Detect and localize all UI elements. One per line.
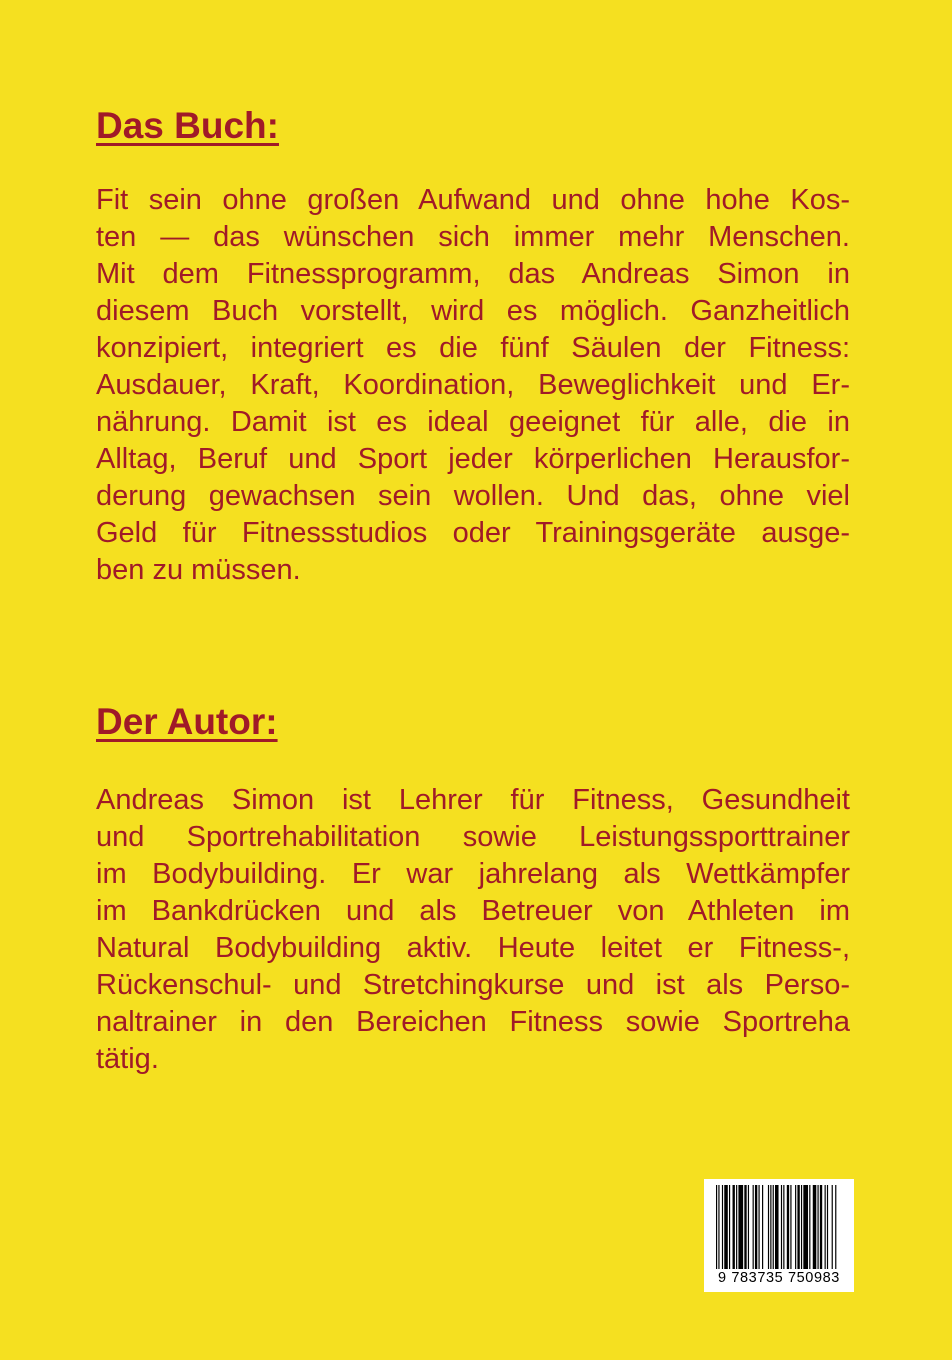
barcode-bar [729, 1185, 730, 1269]
author-biography-line: im Bodybuilding. Er war jahrelang als Wettkämpfer [96, 858, 850, 890]
barcode-bar [787, 1185, 789, 1269]
barcode-bar [753, 1185, 754, 1269]
barcode-bar [758, 1185, 759, 1269]
barcode-bar [773, 1185, 774, 1269]
barcode-bar [809, 1185, 810, 1269]
barcode-bar [790, 1185, 791, 1269]
barcode-bar [770, 1185, 771, 1269]
barcode-bar [803, 1185, 808, 1269]
barcode-bar [722, 1185, 723, 1269]
author-biography-line: naltrainer in den Bereichen Fitness sowie Sportreha [96, 1006, 850, 1038]
barcode-bar [755, 1185, 757, 1269]
barcode-bar [768, 1185, 769, 1269]
barcode-bar [797, 1185, 799, 1269]
barcode-bar [781, 1185, 782, 1269]
author-biography-line: Natural Bodybuilding aktiv. Heute leitet er Fitness-, [96, 932, 850, 964]
barcode-bar [825, 1185, 826, 1269]
barcode-bar [738, 1185, 743, 1269]
barcode-bar [744, 1185, 746, 1269]
book-description-line: Alltag, Beruf und Sport jeder körperlichen Herausfor- [96, 443, 850, 475]
book-description-line: Ausdauer, Kraft, Koordination, Beweglichkeit und Er- [96, 369, 850, 401]
barcode-bar [827, 1185, 828, 1269]
author-biography-line: Rückenschul- und Stretchingkurse und ist als Perso- [96, 969, 850, 1001]
barcode-bar [724, 1185, 728, 1269]
barcode-bars [716, 1185, 842, 1269]
author-biography-line: im Bankdrücken und als Betreuer von Athleten im [96, 895, 850, 927]
barcode-bar [762, 1185, 763, 1269]
author-biography-line: Andreas Simon ist Lehrer für Fitness, Gesundheit [96, 784, 850, 816]
barcode-bar [813, 1185, 817, 1269]
book-description-line: derung gewachsen sein wollen. Und das, ohne viel [96, 480, 850, 512]
book-description-line: ten — das wünschen sich immer mehr Menschen. [96, 221, 850, 253]
barcode-bar [832, 1185, 833, 1269]
barcode-bar [817, 1185, 818, 1269]
isbn-number: 9 783735 750983 [718, 1270, 840, 1286]
isbn-barcode [704, 1179, 854, 1292]
book-description-line: diesem Buch vorstellt, wird es möglich. Ganzheitlich [96, 295, 850, 327]
barcode-bar [775, 1185, 779, 1269]
book-description [96, 182, 850, 589]
author-heading: Der Autor: [96, 701, 278, 742]
book-description-line: ben zu müssen. [96, 554, 301, 586]
book-description-line: Mit dem Fitnessprogramm, das Andreas Simon in [96, 258, 850, 290]
barcode-bar [795, 1185, 796, 1269]
author-biography-line: und Sportrehabilitation sowie Leistungssporttrainer [96, 821, 850, 853]
barcode-bar [736, 1185, 737, 1269]
barcode-bar [748, 1185, 749, 1269]
barcode-bar [801, 1185, 802, 1269]
barcode-bar [820, 1185, 822, 1269]
barcode-bar [716, 1185, 717, 1269]
barcode-bar [733, 1185, 735, 1269]
book-description-line: Geld für Fitnessstudios oder Trainingsgeräte ausge- [96, 517, 850, 549]
book-description-line: Fit sein ohne großen Aufwand und ohne hohe Kos- [96, 184, 850, 216]
barcode-bar [783, 1185, 784, 1269]
barcode-bar [718, 1185, 719, 1269]
book-heading: Das Buch: [96, 105, 279, 146]
author-biography-line: tätig. [96, 1043, 159, 1075]
barcode-bar [835, 1185, 836, 1269]
author-biography [96, 782, 850, 1078]
book-description-line: konzipiert, integriert es die fünf Säulen der Fitness: [96, 332, 850, 364]
book-description-line: nährung. Damit ist es ideal geeignet für alle, die in [96, 406, 850, 438]
